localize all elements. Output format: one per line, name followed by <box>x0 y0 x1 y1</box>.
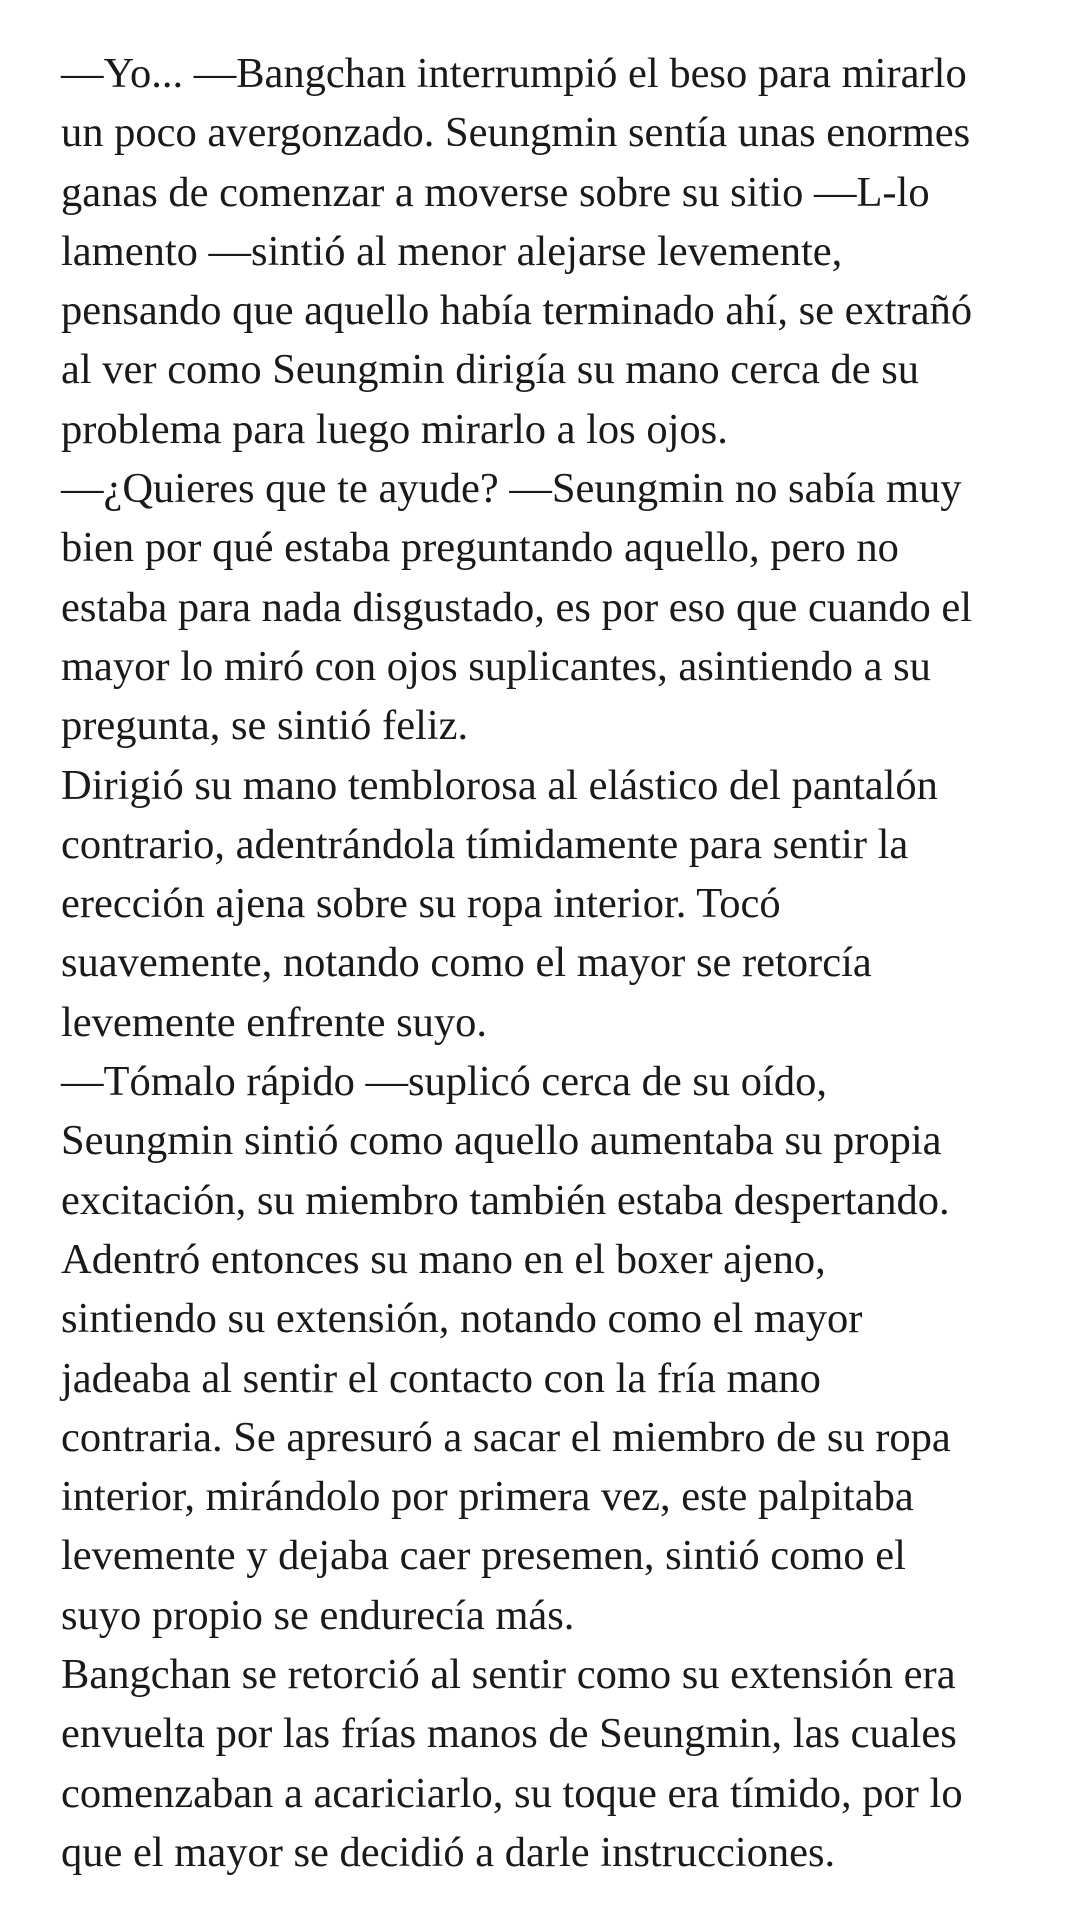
paragraph-3: Dirigió su mano temblorosa al elástico del pantalón contrario, adentrándola tímidamente para sentir la erección ajena sobre su ropa interior. Tocó suavemente, notando como el mayor se retorcía levemente enfrente suyo. <box>61 761 938 1046</box>
paragraph-2: —¿Quieres que te ayude? —Seungmin no sabía muy bien por qué estaba preguntando aquello, pero no estaba para nada disgustado, es por eso que cuando el mayor lo miró con ojos suplicantes, asintiendo a su pregunta, se sintió feliz. <box>61 465 973 750</box>
paragraph-5: Bangchan se retorció al sentir como su extensión era envuelta por las frías manos de Seungmin, las cuales comenzaban a acariciarlo, su toque era tímido, por lo que el mayor se decidió a darle instrucciones. <box>61 1651 963 1876</box>
paragraph-1: —Yo... —Bangchan interrumpió el beso para mirarlo un poco avergonzado. Seungmin sentía unas enormes ganas de comenzar a moverse sobre su sitio —L-lo lamento —sintió al menor alejarse levemente, pensando que aquello había terminado ahí, se extrañó al ver como Seungmin dirigía su mano cerca de su problema para luego mirarlo a los ojos. <box>61 50 973 453</box>
paragraph-4: —Tómalo rápido —suplicó cerca de su oído, Seungmin sintió como aquello aumentaba su propia excitación, su miembro también estaba despertando. Adentró entonces su mano en el boxer ajeno, sintiendo su extensión, notando como el mayor jadeaba al sentir el contacto con la fría mano contraria. Se apresuró a sacar el miembro de su ropa interior, mirándolo por primera vez, este palpitaba levemente y dejaba caer presemen, sintió como el suyo propio se endurecía más. <box>61 1058 951 1639</box>
